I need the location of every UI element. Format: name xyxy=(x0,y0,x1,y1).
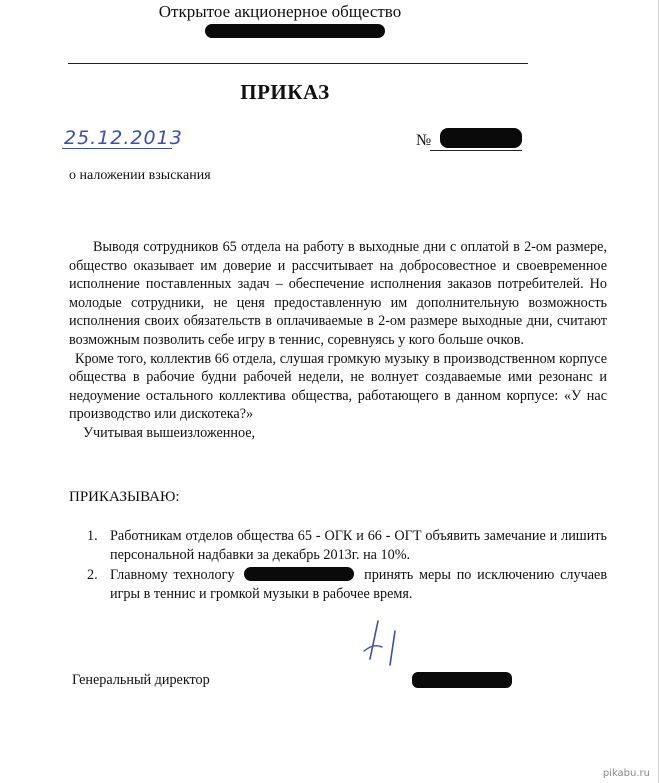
orders-header: ПРИКАЗЫВАЮ: xyxy=(69,489,180,505)
handwritten-date: 25.12.2013 xyxy=(64,127,183,149)
order-item-number: 1. xyxy=(87,528,98,544)
order-number-underline xyxy=(430,150,522,151)
order-item xyxy=(87,527,607,564)
date-underline xyxy=(62,148,172,149)
paragraph-2: Кроме того, коллектив 66 отдела, слушая громкую музыку в производственном корпусе общества в рабочие будни рабочей недели, не волнует создаваемые ими резонанс и недоумение остального коллектива общества, работающего в данном корпусе: «У нас производство или дискотека?» xyxy=(69,350,607,423)
watermark: pikabu.ru xyxy=(602,768,650,779)
signatory-position: Генеральный директор xyxy=(72,672,210,688)
order-item xyxy=(87,566,607,603)
order-item-text: Работникам отделов общества 65 - ОГК и 66 - ОГТ объявить замечание и лишить персональной надбавки за декабрь 2013г. на 10%. xyxy=(110,528,607,563)
order-item-text-end: принять меры по исключению случаев игры в теннис и громкой музыки в рабочее время. xyxy=(110,567,608,602)
redacted-organization-name xyxy=(205,24,385,38)
order-body xyxy=(69,238,607,443)
order-item-text-start: Главному технологу xyxy=(110,567,235,584)
paragraph-1: Выводя сотрудников 65 отдела на работу в выходные дни с оплатой в 2-ом размере, общество оказывает им доверие и рассчитывает на добросовестное и своевременное исполнение поставленных задач – обеспечение исполнения заказов потребителей. Но молодые сотрудники, не ценя предоставленную им дополнительную возможность исполнения своих обязательств в оплачиваемые в 2-ом размере выходные дни, считают возможным позволить себе игру в теннис, соревнуясь у кого больше очков. xyxy=(69,239,607,348)
order-subject: о наложении взыскания xyxy=(69,168,211,183)
redacted-order-number xyxy=(440,128,522,148)
paragraph-3: Учитывая вышеизложенное, xyxy=(83,424,256,441)
handwritten-signature xyxy=(360,615,410,670)
document-title: ПРИКАЗ xyxy=(240,80,330,104)
order-number-label: № xyxy=(416,132,432,149)
header-divider xyxy=(68,63,528,64)
organization-name: Открытое акционерное общество xyxy=(158,2,402,21)
orders-list xyxy=(87,527,607,605)
redacted-technologist-name xyxy=(244,567,354,581)
order-item-number: 2. xyxy=(87,567,98,584)
redacted-director-name xyxy=(412,672,512,688)
